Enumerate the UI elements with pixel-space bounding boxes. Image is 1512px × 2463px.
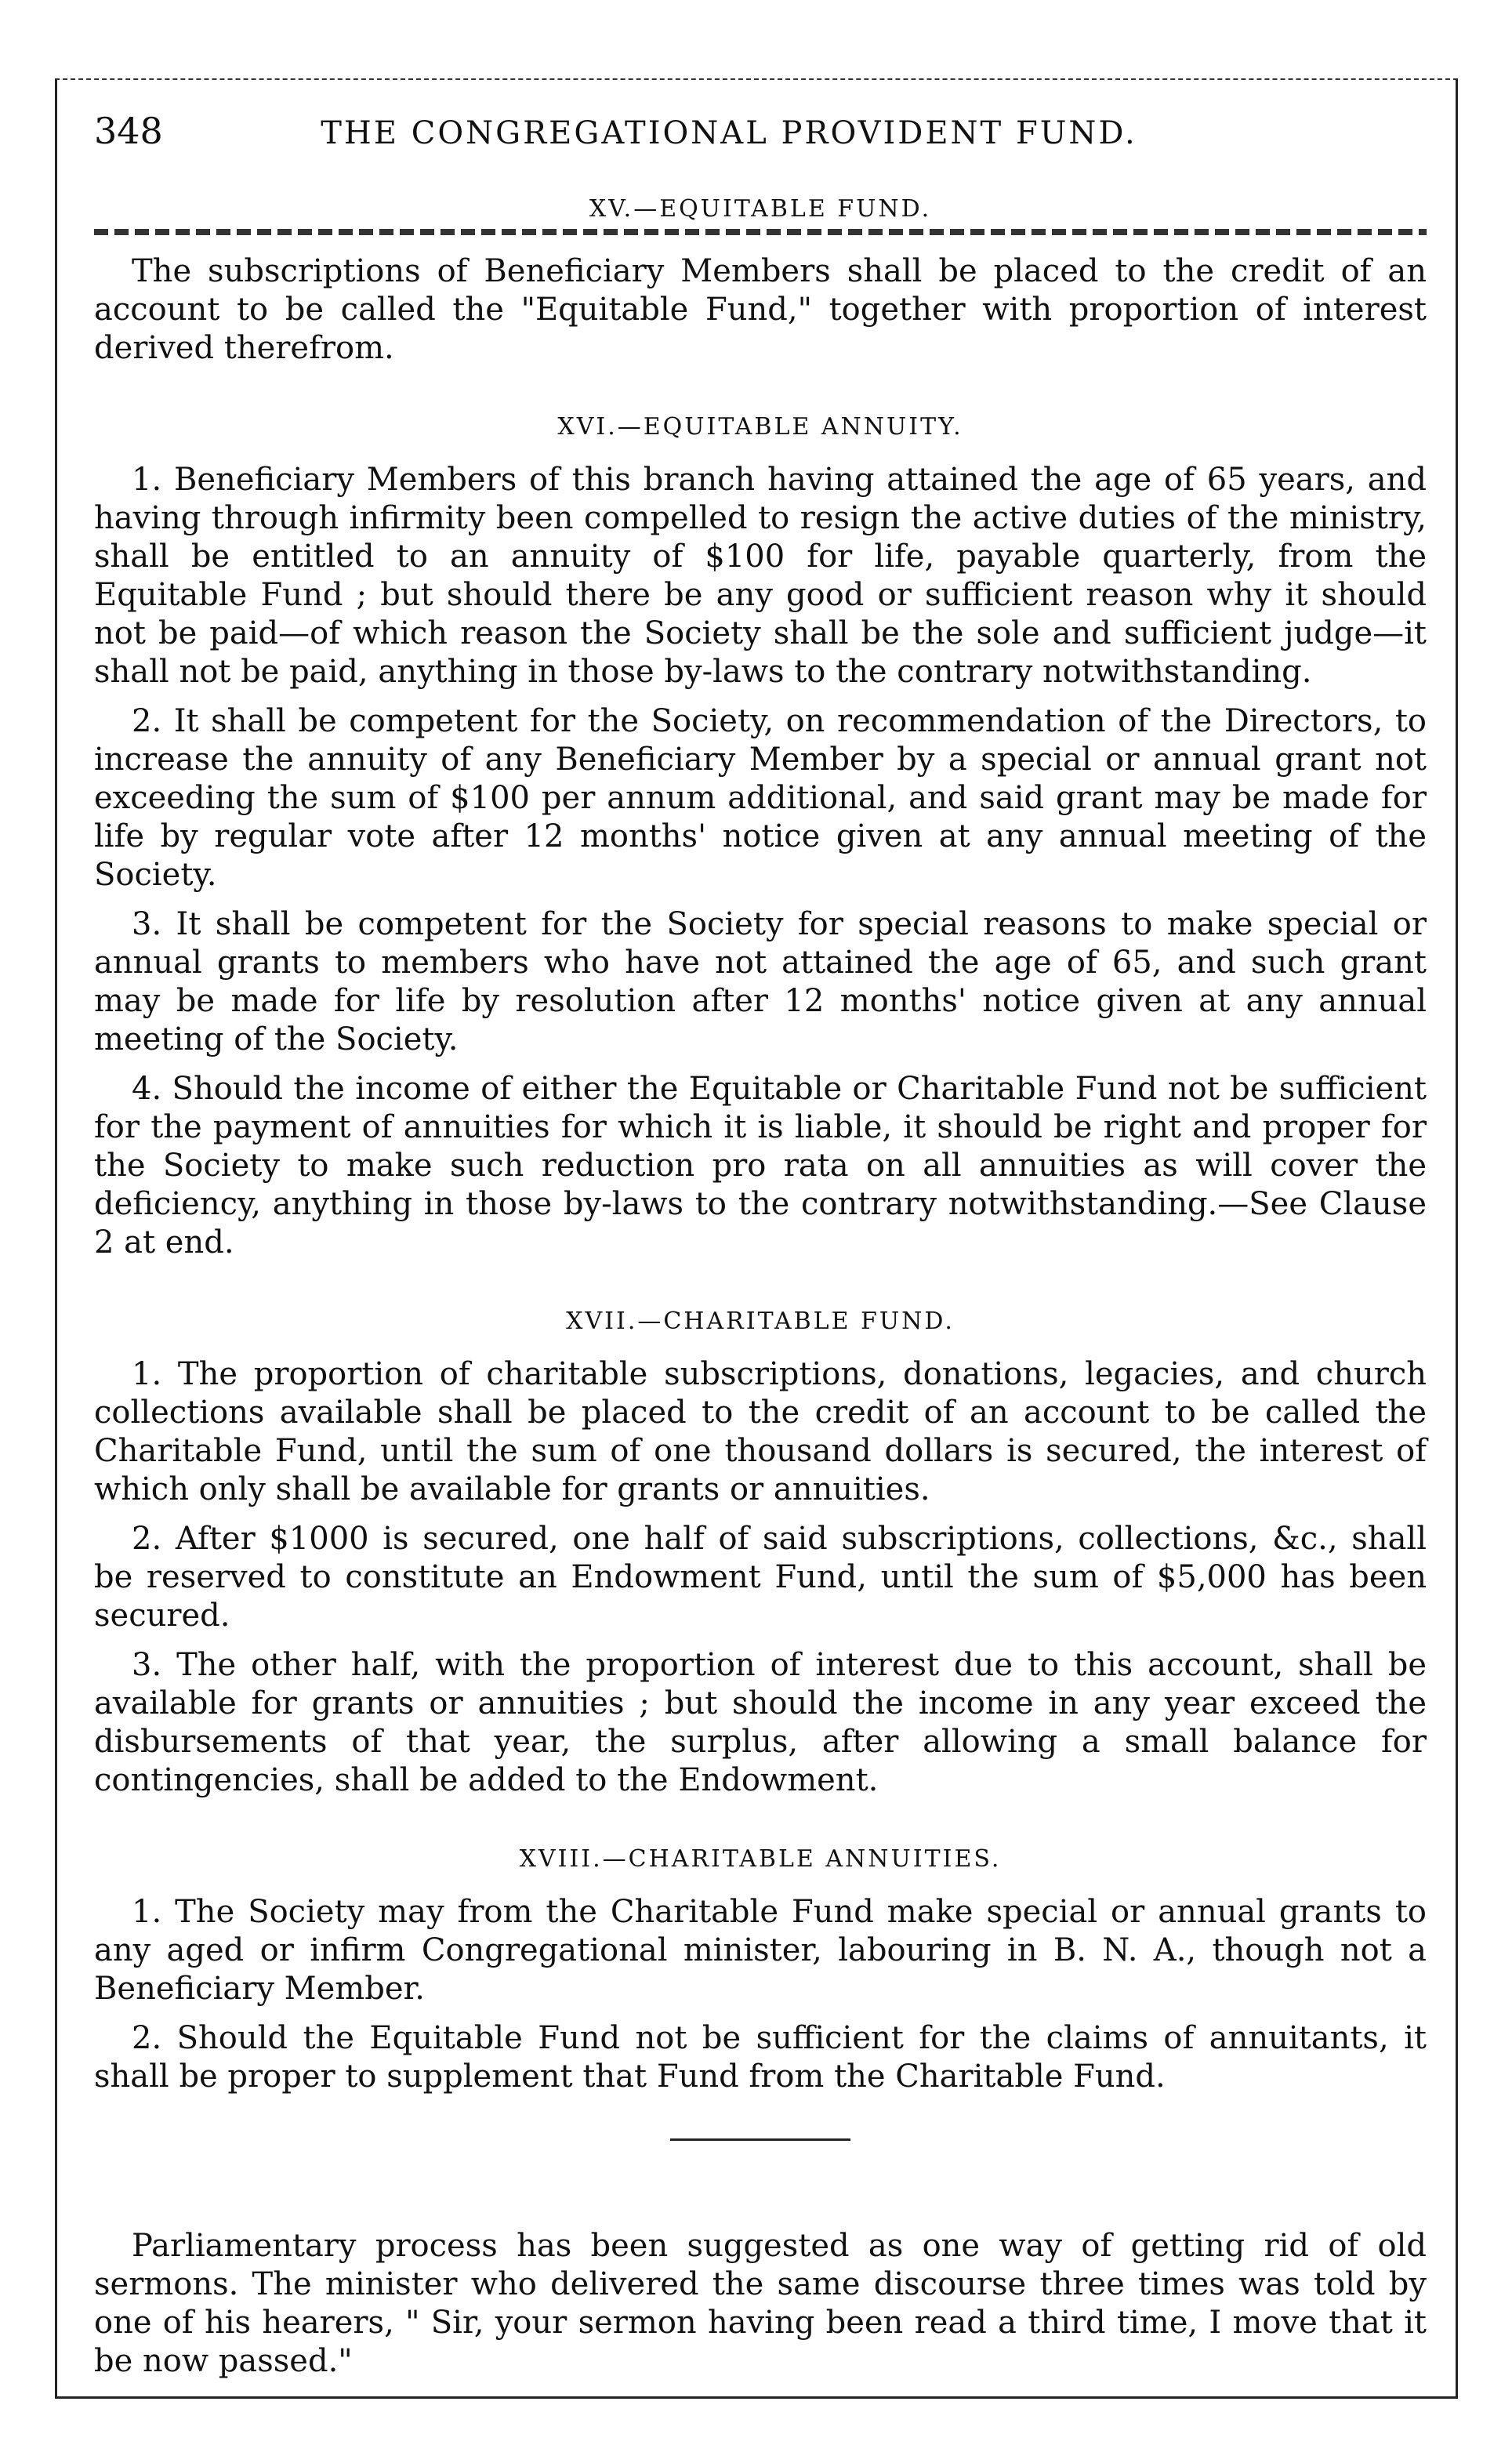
section-heading: XVI.—EQUITABLE ANNUITY. — [557, 413, 963, 441]
clause-paragraph: 2. Should the Equitable Fund not be sufficient for the claims of annuitants, it shall be proper to supplement that Fund from the Charitable Fund. — [94, 2020, 1427, 2095]
section-heading: XV.—EQUITABLE FUND. — [589, 195, 932, 223]
clause-paragraph: 1. The Society may from the Charitable Fund make special or annual grants to any aged or infirm Congregational minister, labouring in B. N. A., though not a Beneficiary Member. — [94, 1894, 1427, 2007]
running-head — [94, 110, 1427, 152]
section-equitable-fund — [94, 195, 1427, 368]
page-number: 348 — [94, 110, 163, 152]
section-heading: XVIII.—CHARITABLE ANNUITIES. — [519, 1845, 1002, 1873]
clause-paragraph: 2. It shall be competent for the Society, on recommendation of the Directors, to increase the annuity of any Beneficiary Member by a special or annual grant not exceeding the sum of $100 per annum additional, and said grant may be made for life by regular vote after 12 months' notice given at any annual meeting of the Society. — [94, 703, 1427, 893]
running-title: THE CONGREGATIONAL PROVIDENT FUND. — [321, 115, 1137, 151]
heading-rule — [94, 229, 1427, 235]
clause-paragraph: 4. Should the income of either the Equitable or Charitable Fund not be sufficient for the payment of annuities for which it is liable, it should be right and proper for the Society to make such reduction pro rata on all annuities as will cover the deficiency, anything in those by-laws to the contrary notwithstanding.—See Clause 2 at end. — [94, 1071, 1427, 1261]
section-charitable-annuities — [94, 1845, 1427, 2096]
section-divider — [670, 2138, 850, 2141]
section-paragraph: The subscriptions of Beneficiary Members shall be placed to the credit of an account to be called the "Equitable Fund," together with proportion of interest derived therefrom. — [94, 253, 1427, 366]
clause-paragraph: 3. It shall be competent for the Society for special reasons to make special or annual grants to members who have not attained the age of 65, and such grant may be made for life by resolution after 12 months' notice given at any annual meeting of the Society. — [94, 906, 1427, 1057]
section-charitable-fund — [94, 1308, 1427, 1800]
section-equitable-annuity — [94, 413, 1427, 1262]
clause-paragraph: 1. Beneficiary Members of this branch having attained the age of 65 years, and having through infirmity been compelled to resign the active duties of the ministry, shall be entitled to an annuity of $100 for life, payable quarterly, from the Equitable Fund ; but should there be any good or sufficient reason why it should not be paid—of which reason the Society shall be the sole and sufficient judge—it shall not be paid, anything in those by-laws to the contrary notwithstanding. — [94, 462, 1427, 690]
clause-paragraph: 2. After $1000 is secured, one half of said subscriptions, collections, &c., shall be reserved to constitute an Endowment Fund, until the sum of $5,000 has been secured. — [94, 1521, 1427, 1634]
clause-paragraph: 3. The other half, with the proportion of interest due to this account, shall be available for grants or annuities ; but should the income in any year exceed the disbursements of that year, the surplus, after allowing a small balance for contingencies, shall be added to the Endowment. — [94, 1647, 1427, 1798]
page-content — [94, 110, 1427, 2381]
section-heading: XVII.—CHARITABLE FUND. — [566, 1308, 955, 1335]
closing-anecdote: Parliamentary process has been suggested as one way of getting rid of old sermons. The minister who delivered the same discourse three times was told by one of his hearers, " Sir, your sermon having been read a third time, I move that it be now passed." — [94, 2228, 1427, 2379]
clause-paragraph: 1. The proportion of charitable subscriptions, donations, legacies, and church collections available shall be placed to the credit of an account to be called the Charitable Fund, until the sum of one thousand dollars is secured, the interest of which only shall be available for grants or annuities. — [94, 1356, 1427, 1507]
